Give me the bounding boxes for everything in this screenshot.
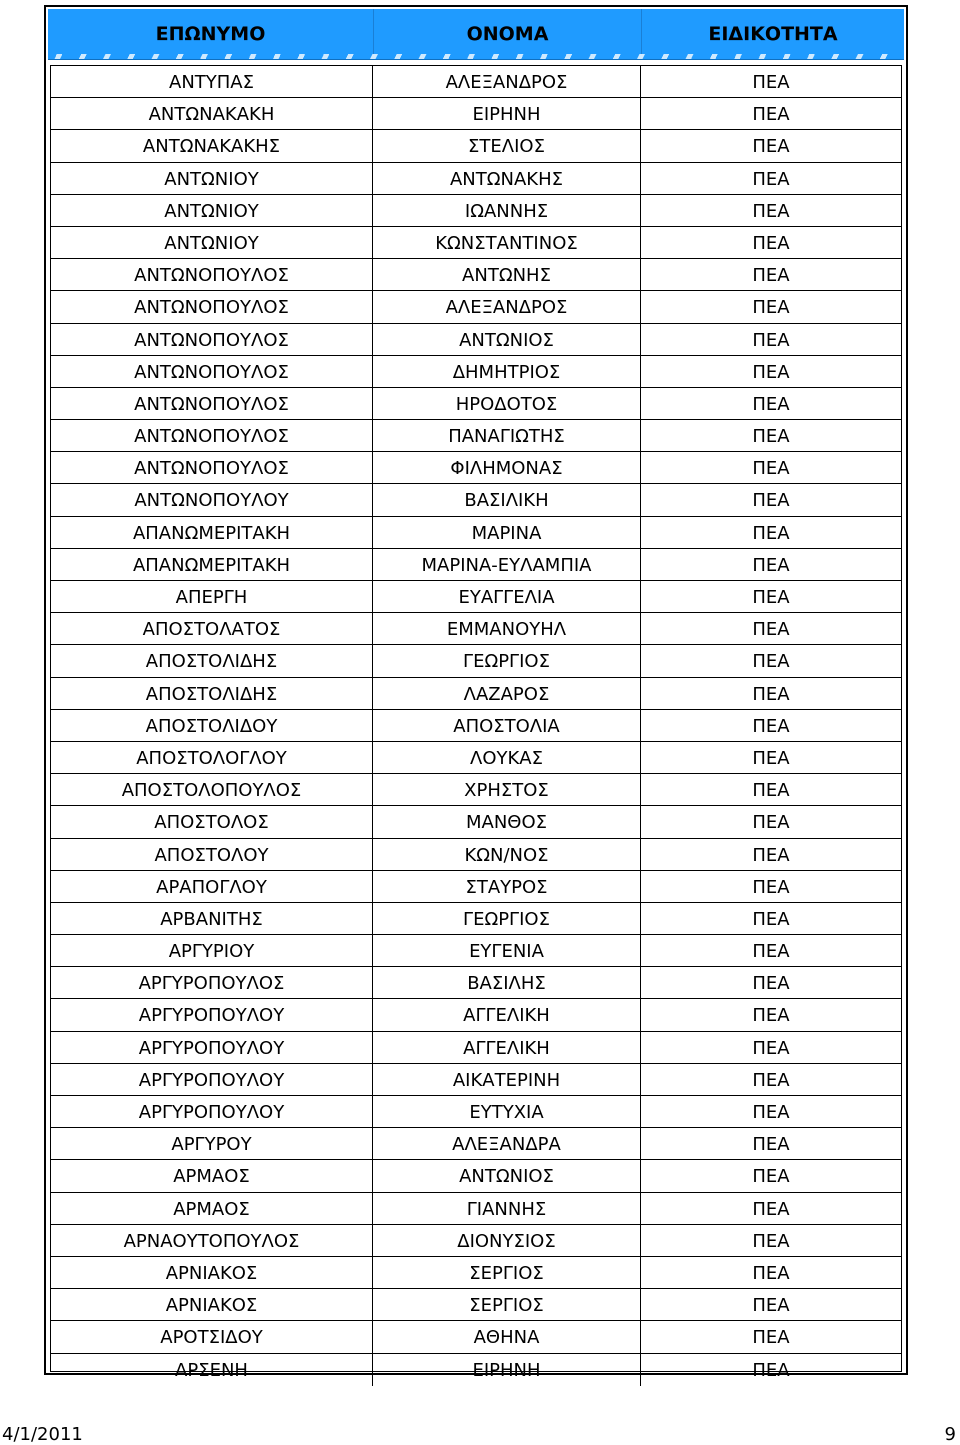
surname-cell: ΑΡΑΠΟΓΛΟΥ <box>51 871 373 902</box>
firstname-cell: ΓΙΑΝΝΗΣ <box>373 1193 641 1224</box>
specialty-cell: ΠΕΑ <box>752 361 790 383</box>
surname-cell: ΑΡΓΥΡΟΠΟΥΛΟΥ <box>51 999 373 1030</box>
surname-cell: ΑΝΤΩΝΟΠΟΥΛΟΣ <box>51 388 373 419</box>
specialty-cell: ΠΕΑ <box>752 329 790 351</box>
surname-cell: ΑΝΤΩΝΑΚΑΚΗΣ <box>51 130 373 161</box>
surname-cell: ΑΡΜΑΟΣ <box>51 1193 373 1224</box>
firstname-cell: ΧΡΗΣΤΟΣ <box>373 774 641 805</box>
firstname-cell: ΜΑΝΘΟΣ <box>373 806 641 837</box>
table-row <box>51 1257 901 1289</box>
firstname-cell: ΑΛΕΞΑΝΔΡΑ <box>373 1128 641 1159</box>
table-row <box>51 1128 901 1160</box>
table-row <box>51 1064 901 1096</box>
specialty-cell: ΠΕΑ <box>752 1327 790 1349</box>
surname-cell: ΑΡΓΥΡΟΠΟΥΛΟΥ <box>51 1096 373 1127</box>
surname-cell: ΑΠΟΣΤΟΛΙΔΗΣ <box>51 678 373 709</box>
header-row <box>48 9 904 55</box>
surname-cell: ΑΡΓΥΡΟΠΟΥΛΟΥ <box>51 1032 373 1063</box>
personnel-table <box>44 5 908 1381</box>
firstname-cell: ΣΤΕΛΙΟΣ <box>373 130 641 161</box>
surname-cell: ΑΝΤΩΝΑΚΑΚΗ <box>51 98 373 129</box>
table-row <box>51 839 901 871</box>
firstname-cell: ΕΙΡΗΝΗ <box>373 98 641 129</box>
table-row <box>51 935 901 967</box>
surname-cell: ΑΡΝΙΑΚΟΣ <box>51 1289 373 1320</box>
specialty-cell: ΠΕΑ <box>752 747 790 769</box>
footer-date: 4/1/2011 <box>2 1424 83 1445</box>
firstname-cell: ΙΩΑΝΝΗΣ <box>373 195 641 226</box>
firstname-cell: ΑΓΓΕΛΙΚΗ <box>373 1032 641 1063</box>
firstname-cell: ΕΥΓΕΝΙΑ <box>373 935 641 966</box>
firstname-cell: ΜΑΡΙΝΑ <box>373 517 641 548</box>
table-row <box>51 1032 901 1064</box>
surname-cell: ΑΡΓΥΡΟΠΟΥΛΟΣ <box>51 967 373 998</box>
specialty-cell: ΠΕΑ <box>752 1102 790 1123</box>
specialty-cell: ΠΕΑ <box>752 587 790 608</box>
firstname-cell: ΔΗΜΗΤΡΙΟΣ <box>373 356 641 387</box>
table-row <box>51 484 901 516</box>
table-row <box>51 324 901 356</box>
specialty-cell: ΠΕΑ <box>752 941 790 963</box>
specialty-cell: ΠΕΑ <box>752 136 790 158</box>
specialty-cell: ΠΕΑ <box>752 297 790 319</box>
surname-cell: ΑΡΓΥΡΙΟΥ <box>51 935 373 966</box>
table-row <box>51 420 901 452</box>
surname-cell: ΑΡΜΑΟΣ <box>51 1160 373 1191</box>
specialty-cell: ΠΕΑ <box>752 554 790 576</box>
surname-cell: ΑΡΟΤΣΙΔΟΥ <box>51 1321 373 1352</box>
firstname-cell: ΑΝΤΩΝΑΚΗΣ <box>373 163 641 194</box>
table-row <box>51 1321 901 1353</box>
specialty-cell: ΠΕΑ <box>752 1359 790 1381</box>
surname-cell: ΑΠΑΝΩΜΕΡΙΤΑΚΗ <box>51 517 373 548</box>
table-row <box>51 130 901 162</box>
specialty-cell: ΠΕΑ <box>752 393 790 415</box>
table-row <box>51 549 901 581</box>
surname-cell: ΑΝΤΩΝΟΠΟΥΛΟΥ <box>51 484 373 515</box>
table-row <box>51 259 901 291</box>
table-row <box>51 999 901 1031</box>
firstname-cell: ΠΑΝΑΓΙΩΤΗΣ <box>373 420 641 451</box>
surname-cell: ΑΠΟΣΤΟΛΟΠΟΥΛΟΣ <box>51 774 373 805</box>
firstname-cell: ΣΤΑΥΡΟΣ <box>373 871 641 902</box>
specialty-cell: ΠΕΑ <box>752 1037 790 1059</box>
firstname-cell: ΚΩΝΣΤΑΝΤΙΝΟΣ <box>373 227 641 258</box>
table-row <box>51 1096 901 1128</box>
surname-cell: ΑΝΤΩΝΙΟΥ <box>51 163 373 194</box>
table-body <box>50 65 902 1381</box>
table-row <box>51 678 901 710</box>
specialty-cell: ΠΕΑ <box>752 876 790 898</box>
surname-cell: ΑΝΤΩΝΙΟΥ <box>51 227 373 258</box>
table-row <box>51 742 901 774</box>
specialty-cell: ΠΕΑ <box>752 812 790 834</box>
table-row <box>51 1289 901 1321</box>
table-row <box>51 1160 901 1192</box>
surname-cell: ΑΝΤΩΝΟΠΟΥΛΟΣ <box>51 420 373 451</box>
table-row <box>51 581 901 613</box>
table-row <box>51 98 901 130</box>
surname-cell: ΑΡΣΕΝΗ <box>51 1354 373 1386</box>
specialty-cell: ΠΕΑ <box>752 780 790 802</box>
firstname-cell: ΦΙΛΗΜΟΝΑΣ <box>373 452 641 483</box>
table-row <box>51 1354 901 1386</box>
table-row <box>51 967 901 999</box>
specialty-cell: ΠΕΑ <box>752 72 790 93</box>
table-row <box>51 871 901 903</box>
specialty-cell: ΠΕΑ <box>752 522 790 544</box>
table-row <box>51 195 901 227</box>
surname-cell: ΑΡΓΥΡΟΠΟΥΛΟΥ <box>51 1064 373 1095</box>
firstname-cell: ΕΥΑΓΓΕΛΙΑ <box>373 581 641 612</box>
firstname-cell: ΒΑΣΙΛΗΣ <box>373 967 641 998</box>
specialty-cell: ΠΕΑ <box>752 715 790 737</box>
table-row <box>51 710 901 742</box>
surname-cell: ΑΠΕΡΓΗ <box>51 581 373 612</box>
firstname-cell: ΓΕΩΡΓΙΟΣ <box>373 645 641 676</box>
header-stripe-decoration <box>48 54 904 60</box>
header-surname: ΕΠΩΝΥΜΟ <box>48 9 374 55</box>
firstname-cell: ΑΠΟΣΤΟΛΙΑ <box>373 710 641 741</box>
firstname-cell: ΑΛΕΞΑΝΔΡΟΣ <box>373 66 641 97</box>
specialty-cell: ΠΕΑ <box>752 1262 790 1284</box>
firstname-cell: ΑΝΤΩΝΙΟΣ <box>373 324 641 355</box>
table-row <box>51 903 901 935</box>
table-row <box>51 291 901 323</box>
header-specialty: ΕΙΔΙΚΟΤΗΤΑ <box>708 23 838 45</box>
header-firstname: ΟΝΟΜΑ <box>374 9 642 55</box>
firstname-cell: ΒΑΣΙΛΙΚΗ <box>373 484 641 515</box>
table-row <box>51 388 901 420</box>
specialty-cell: ΠΕΑ <box>752 1166 790 1188</box>
surname-cell: ΑΠΟΣΤΟΛΙΔΟΥ <box>51 710 373 741</box>
table-row <box>51 517 901 549</box>
table-row <box>51 1193 901 1225</box>
table-row <box>51 1225 901 1257</box>
specialty-cell: ΠΕΑ <box>752 683 790 705</box>
specialty-cell: ΠΕΑ <box>752 104 790 126</box>
surname-cell: ΑΝΤΩΝΟΠΟΥΛΟΣ <box>51 291 373 322</box>
firstname-cell: ΕΜΜΑΝΟΥΗΛ <box>373 613 641 644</box>
specialty-cell: ΠΕΑ <box>752 1134 790 1156</box>
firstname-cell: ΑΓΓΕΛΙΚΗ <box>373 999 641 1030</box>
specialty-cell: ΠΕΑ <box>752 908 790 930</box>
surname-cell: ΑΝΤΩΝΟΠΟΥΛΟΣ <box>51 356 373 387</box>
specialty-cell: ΠΕΑ <box>752 1198 790 1220</box>
firstname-cell: ΑΙΚΑΤΕΡΙΝΗ <box>373 1064 641 1095</box>
specialty-cell: ΠΕΑ <box>752 844 790 866</box>
firstname-cell: ΑΘΗΝΑ <box>373 1321 641 1352</box>
firstname-cell: ΕΙΡΗΝΗ <box>373 1354 641 1386</box>
specialty-cell: ΠΕΑ <box>752 458 790 480</box>
firstname-cell: ΔΙΟΝΥΣΙΟΣ <box>373 1225 641 1256</box>
firstname-cell: ΜΑΡΙΝΑ-ΕΥΛΑΜΠΙΑ <box>373 549 641 580</box>
surname-cell: ΑΡΝΙΑΚΟΣ <box>51 1257 373 1288</box>
surname-cell: ΑΡΓΥΡΟΥ <box>51 1128 373 1159</box>
firstname-cell: ΑΛΕΞΑΝΔΡΟΣ <box>373 291 641 322</box>
surname-cell: ΑΠΟΣΤΟΛΟΓΛΟΥ <box>51 742 373 773</box>
surname-cell: ΑΠΟΣΤΟΛΟΥ <box>51 839 373 870</box>
table-row <box>51 806 901 838</box>
specialty-cell: ΠΕΑ <box>752 490 790 512</box>
surname-cell: ΑΡΒΑΝΙΤΗΣ <box>51 903 373 934</box>
specialty-cell: ΠΕΑ <box>752 265 790 287</box>
specialty-cell: ΠΕΑ <box>752 1295 790 1317</box>
surname-cell: ΑΝΤΩΝΟΠΟΥΛΟΣ <box>51 259 373 290</box>
specialty-cell: ΠΕΑ <box>752 200 790 222</box>
firstname-cell: ΚΩΝ/ΝΟΣ <box>373 839 641 870</box>
surname-cell: ΑΝΤΩΝΙΟΥ <box>51 195 373 226</box>
firstname-cell: ΛΟΥΚΑΣ <box>373 742 641 773</box>
firstname-cell: ΗΡΟΔΟΤΟΣ <box>373 388 641 419</box>
firstname-cell: ΛΑΖΑΡΟΣ <box>373 678 641 709</box>
specialty-cell: ΠΕΑ <box>752 1230 790 1252</box>
table-row <box>51 227 901 259</box>
table-row <box>51 163 901 195</box>
firstname-cell: ΕΥΤΥΧΙΑ <box>373 1096 641 1127</box>
firstname-cell: ΑΝΤΩΝΗΣ <box>373 259 641 290</box>
footer-page-number: 9 <box>944 1424 956 1445</box>
surname-cell: ΑΠΟΣΤΟΛΑΤΟΣ <box>51 613 373 644</box>
specialty-cell: ΠΕΑ <box>752 1069 790 1091</box>
table-row <box>51 66 901 98</box>
surname-cell: ΑΠΟΣΤΟΛΙΔΗΣ <box>51 645 373 676</box>
specialty-cell: ΠΕΑ <box>752 619 790 641</box>
surname-cell: ΑΝΤΥΠΑΣ <box>51 66 373 97</box>
surname-cell: ΑΠΑΝΩΜΕΡΙΤΑΚΗ <box>51 549 373 580</box>
surname-cell: ΑΝΤΩΝΟΠΟΥΛΟΣ <box>51 324 373 355</box>
table-row <box>51 356 901 388</box>
table-row <box>51 645 901 677</box>
specialty-cell: ΠΕΑ <box>752 232 790 254</box>
firstname-cell: ΑΝΤΩΝΙΟΣ <box>373 1160 641 1191</box>
specialty-cell: ΠΕΑ <box>752 973 790 995</box>
specialty-cell: ΠΕΑ <box>752 651 790 673</box>
surname-cell: ΑΠΟΣΤΟΛΟΣ <box>51 806 373 837</box>
specialty-cell: ΠΕΑ <box>752 426 790 448</box>
firstname-cell: ΓΕΩΡΓΙΟΣ <box>373 903 641 934</box>
firstname-cell: ΣΕΡΓΙΟΣ <box>373 1257 641 1288</box>
table-row <box>51 613 901 645</box>
table-row <box>51 774 901 806</box>
surname-cell: ΑΡΝΑΟΥΤΟΠΟΥΛΟΣ <box>51 1225 373 1256</box>
specialty-cell: ΠΕΑ <box>752 168 790 190</box>
surname-cell: ΑΝΤΩΝΟΠΟΥΛΟΣ <box>51 452 373 483</box>
table-header <box>48 9 904 60</box>
firstname-cell: ΣΕΡΓΙΟΣ <box>373 1289 641 1320</box>
table-row <box>51 452 901 484</box>
specialty-cell: ΠΕΑ <box>752 1005 790 1027</box>
